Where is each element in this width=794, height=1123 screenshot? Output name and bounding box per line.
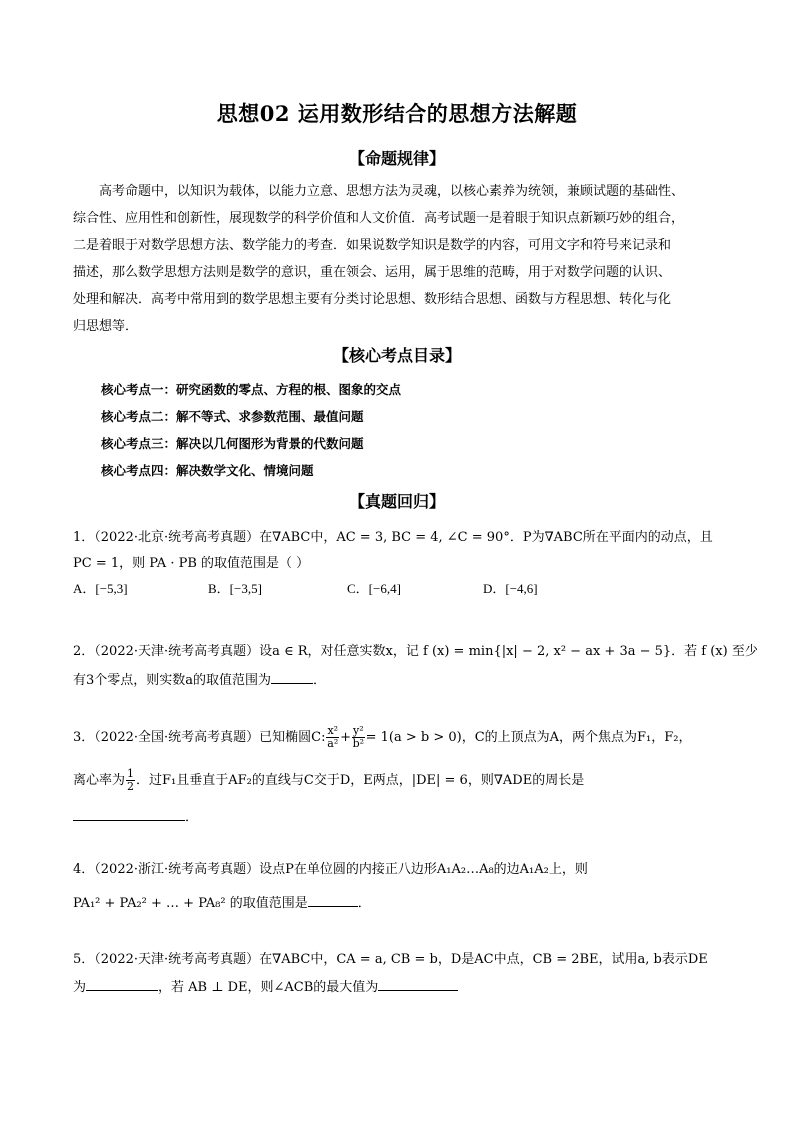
question-3-text-c: 离心率为 [73,773,126,788]
fraction-denominator: b² [352,737,365,750]
section-heading-catalog: 【核心考点目录】 [332,346,461,365]
question-1-option-d: D．[−4,6] [483,581,538,596]
question-3-text-a: 3．（2022·全国·统考高考真题）已知椭圆C: [73,730,326,745]
page-title: 思想02 运用数形结合的思想方法解题 [216,101,578,126]
question-5-text-a: 为 [73,980,87,995]
question-3-text-d: ．过F₁且垂直于AF₂的直线与C交于D，E两点，|DE| = 6，则∇ADE的周长是 [136,773,585,788]
core-point-2: 核心考点二：解不等式、求参数范围、最值问题 [101,409,364,424]
question-4-period: ． [357,896,371,911]
core-point-1: 核心考点一：研究函数的零点、方程的根、图象的交点 [101,382,402,397]
answer-blank [73,808,185,821]
fraction-denominator: 2 [127,780,135,793]
question-4-line-1: 4．（2022·浙江·统考高考真题）设点P在单位圆的内接正八边形A₁A₂…A₈的边A₁A₂上，则 [73,862,588,877]
answer-blank [86,978,158,991]
section-heading-rules: 【命题规律】 [348,149,445,168]
question-5-line-2 [73,976,733,995]
intro-line: 二是着眼于对数学思想方法、数学能力的考查．如果说数学知识是数学的内容，可用文字和符号来记录和 [73,238,672,253]
question-1-option-c: C．[−6,4] [347,581,401,596]
question-2-line-1: 2．（2022·天津·统考高考真题）设a ∈ R，对任意实数x，记 f (x) = min{|x| − 2, x² − ax + 3a − 5}．若 f (x) 至少 [73,644,758,659]
intro-paragraph [73,178,721,340]
question-2-line-2 [73,669,733,688]
question-1-line-1: 1．（2022·北京·统考高考真题）在∇ABC中，AC = 3, BC = 4, ∠C = 90°．P为∇ABC所在平面内的动点，且 [73,530,713,545]
fraction-numerator: x² [327,724,339,737]
question-1-option-b: B．[−3,5] [208,581,262,596]
intro-line: 描述，那么数学思想方法则是数学的意识，重在领会、运用，属于思维的范畴，用于对数学问题的认识、 [73,265,672,280]
question-1-option-a: A．[−5,3] [73,581,128,596]
question-3-line-1 [73,725,733,750]
question-1-line-2: PC = 1，则 PA · PB 的取值范围是（ ） [73,556,310,571]
intro-line: 处理和解决．高考中常用到的数学思想主要有分类讨论思想、数形结合思想、函数与方程思想、转化与化 [73,292,672,307]
core-point-4: 核心考点四：解决数学文化、情境问题 [101,463,314,478]
plus-sign: + [340,730,351,745]
answer-blank [308,894,358,907]
question-3-line-2 [73,768,733,793]
question-5-text-b: ，若 AB ⊥ DE，则∠ACB的最大值为 [158,980,379,995]
question-3-period: ． [185,810,199,825]
fraction-one-half [126,768,135,793]
question-4-line-2 [73,892,733,911]
fraction-numerator: 1 [127,767,135,780]
intro-line: 综合性、应用性和创新性，展现数学的科学价值和人文价值．高考试题一是着眼于知识点新颖巧妙的组合， [73,211,685,226]
question-2-text: 有3个零点，则实数a的取值范围为 [73,673,272,688]
intro-line: 归思想等． [73,319,139,334]
question-2-period: ． [313,673,327,688]
question-3-line-3 [73,806,733,825]
section-heading-review: 【真题回归】 [348,492,445,511]
core-point-3: 核心考点三：解决以几何图形为背景的代数问题 [101,436,364,451]
intro-line: 高考命题中，以知识为载体，以能力立意、思想方法为灵魂，以核心素养为统领，兼顾试题的基础性、 [99,184,685,199]
question-3-text-b: = 1(a > b > 0)，C的上顶点为A，两个焦点为F₁，F₂， [365,730,692,745]
question-4-text: PA₁² + PA₂² + … + PA₈² 的取值范围是 [73,896,308,911]
fraction-x2-a2 [326,725,339,750]
fraction-denominator: a² [327,737,339,750]
fraction-y2-b2 [352,725,365,750]
answer-blank [271,671,313,684]
question-5-line-1: 5．（2022·天津·统考高考真题）在∇ABC中，CA = a, CB = b，D是AC中点，CB = 2BE，试用a, b表示DE [73,952,708,967]
fraction-numerator: y² [352,724,364,737]
answer-blank [378,978,458,991]
